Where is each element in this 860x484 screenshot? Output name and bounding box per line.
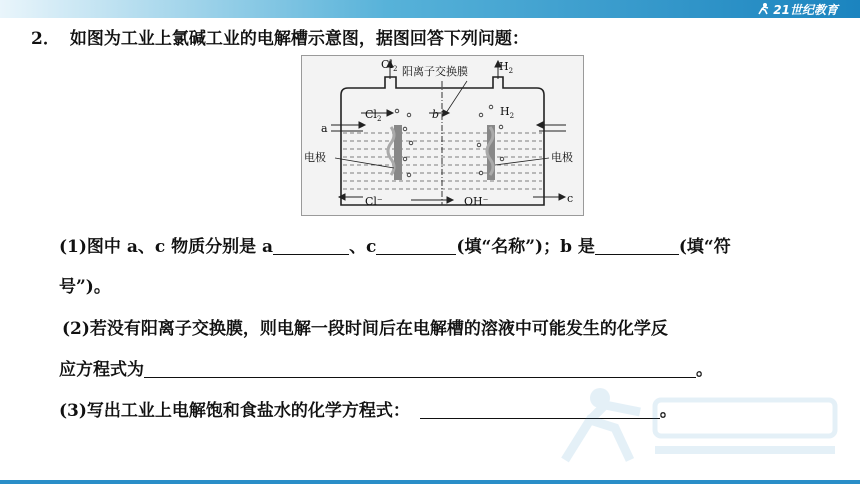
logo-text: 21世纪教育 — [773, 2, 838, 17]
question-stem — [31, 24, 529, 49]
a-label: a — [321, 122, 328, 135]
part-1-text-d: (填“符 — [678, 237, 731, 257]
electrode-right-label: 电极 — [551, 151, 573, 164]
cl-ion-label: Cl⁻ — [365, 195, 383, 208]
cl2-top-label: $Cl_2$ — [381, 58, 398, 73]
watermark-logo-icon — [545, 370, 845, 470]
membrane-label: 阳离子交换膜 — [402, 65, 468, 78]
answer-blank-c[interactable] — [376, 236, 456, 255]
oh-ion-label: OH⁻ — [464, 195, 489, 208]
c-label: c — [567, 192, 574, 205]
part-1-text-e: 号”)。 — [59, 277, 111, 297]
h2-top-label: $H_2$ — [499, 60, 514, 75]
brand-logo — [756, 1, 838, 17]
electrode-left-label: 电极 — [304, 151, 326, 164]
part-2-end: 。 — [696, 360, 713, 380]
part-3-text: (3)写出工业上电解饱和食盐水的化学方程式： — [59, 401, 410, 421]
part-1-text-c: (填“名称”)；b 是 — [456, 237, 595, 257]
h2-inner-label: $H_2$ — [500, 105, 515, 120]
question-text: 如图为工业上氯碱工业的电解槽示意图，据图回答下列问题： — [69, 29, 529, 49]
b-label: b — [432, 108, 440, 121]
part-1-line-1 — [59, 232, 731, 257]
cl2-inner-label: $Cl_2$ — [365, 108, 382, 123]
header-bar — [0, 0, 860, 18]
question-number: 2． — [31, 29, 60, 49]
answer-blank-a[interactable] — [273, 236, 349, 255]
footer-bar — [0, 480, 860, 484]
electrolysis-cell-diagram — [301, 55, 584, 216]
part-1-line-2 — [59, 272, 111, 297]
part-1-text-b: 、c — [349, 237, 377, 257]
part-3-end: 。 — [659, 401, 677, 421]
part-2-line-1 — [62, 314, 668, 339]
runner-logo-icon — [756, 2, 770, 16]
part-2-text-a: (2)若没有阳离子交换膜，则电解一段时间后在电解槽的溶液中可能发生的化学反 — [62, 319, 668, 339]
part-1-text-a: (1)图中 a、c 物质分别是 a — [59, 237, 274, 257]
part-2-text-b: 应方程式为 — [59, 360, 144, 380]
answer-blank-b[interactable] — [595, 236, 679, 255]
